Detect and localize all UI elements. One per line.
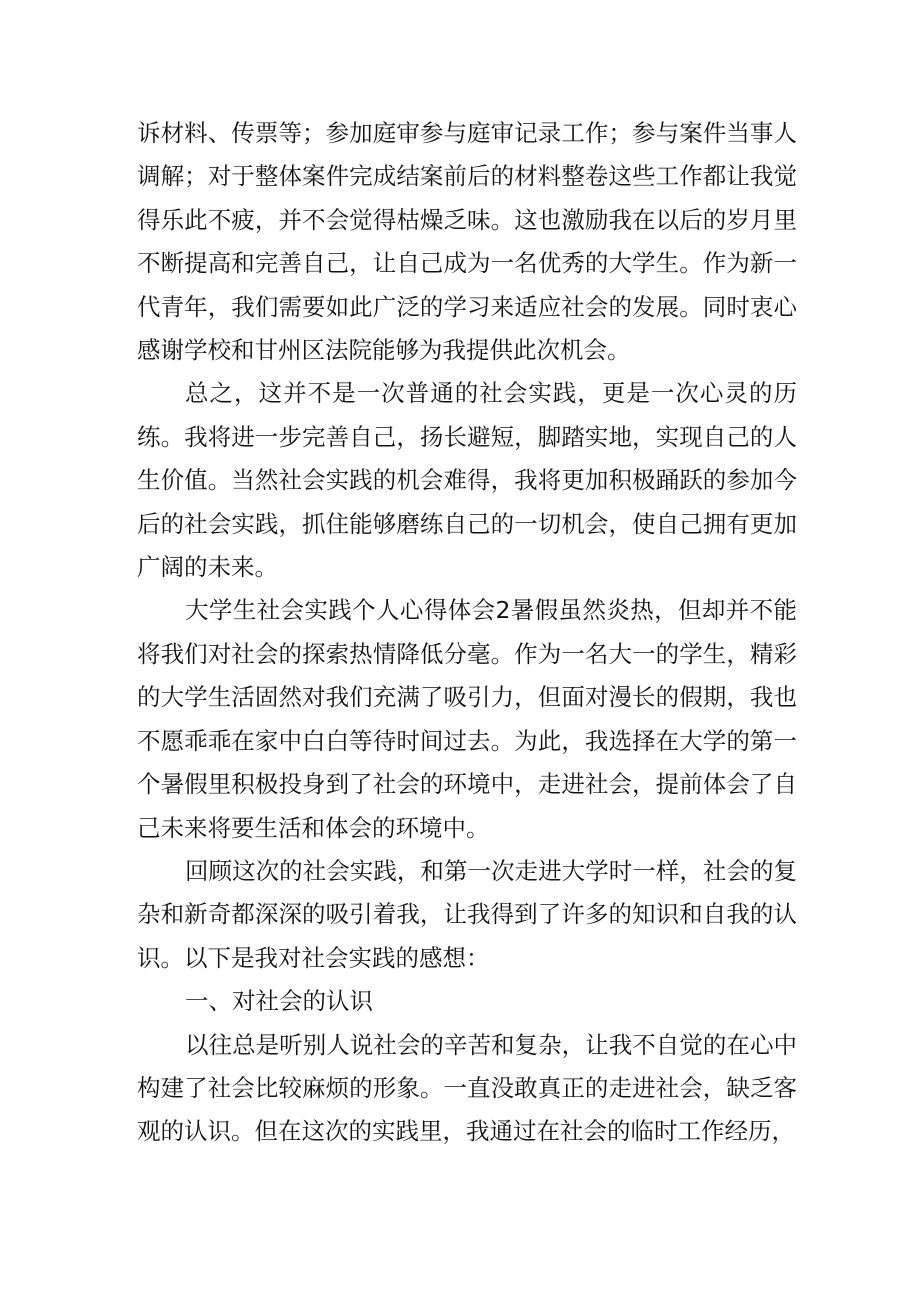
- paragraph-continuation: 诉材料、传票等；参加庭审参与庭审记录工作；参与案件当事人调解；对于整体案件完成结案前后的材料整卷这些工作都让我觉得乐此不疲，并不会觉得枯燥乏味。这也激励我在以后的岁月里不断提高和完善自己，让自己成为一名优秀的大学生。作为新一代青年，我们需要如此广泛的学习来适应社会的发展。同时衷心感谢学校和甘州区法院能够为我提供此次机会。: [137, 119, 797, 365]
- paragraph-review: 回顾这次的社会实践，和第一次走进大学时一样，社会的复杂和新奇都深深的吸引着我，让我得到了许多的知识和自我的认识。以下是我对社会实践的感想：: [137, 856, 797, 972]
- document-page: [137, 112, 797, 1154]
- section-heading: 一、对社会的认识: [185, 987, 373, 1016]
- paragraph-summary: 总之，这并不是一次普通的社会实践，更是一次心灵的历练。我将进一步完善自己，扬长避短，脚踏实地，实现自己的人生价值。当然社会实践的机会难得，我将更加积极踊跃的参加今后的社会实践，抓住能够磨练自己的一切机会，使自己拥有更加广阔的未来。: [137, 379, 797, 582]
- paragraph-essay-2-intro: 大学生社会实践个人心得体会2暑假虽然炎热，但却并不能将我们对社会的探索热情降低分毫。作为一名大一的学生，精彩的大学生活固然对我们充满了吸引力，但面对漫长的假期，我也不愿乖乖在家中白白等待时间过去。为此，我选择在大学的第一个暑假里积极投身到了社会的环境中，走进社会，提前体会了自己未来将要生活和体会的环境中。: [137, 596, 797, 842]
- paragraph-social-understanding: 以往总是听别人说社会的辛苦和复杂，让我不自觉的在心中构建了社会比较麻烦的形象。一直没敢真正的走进社会，缺乏客观的认识。但在这次的实践里，我通过在社会的临时工作经历，: [137, 1030, 797, 1146]
